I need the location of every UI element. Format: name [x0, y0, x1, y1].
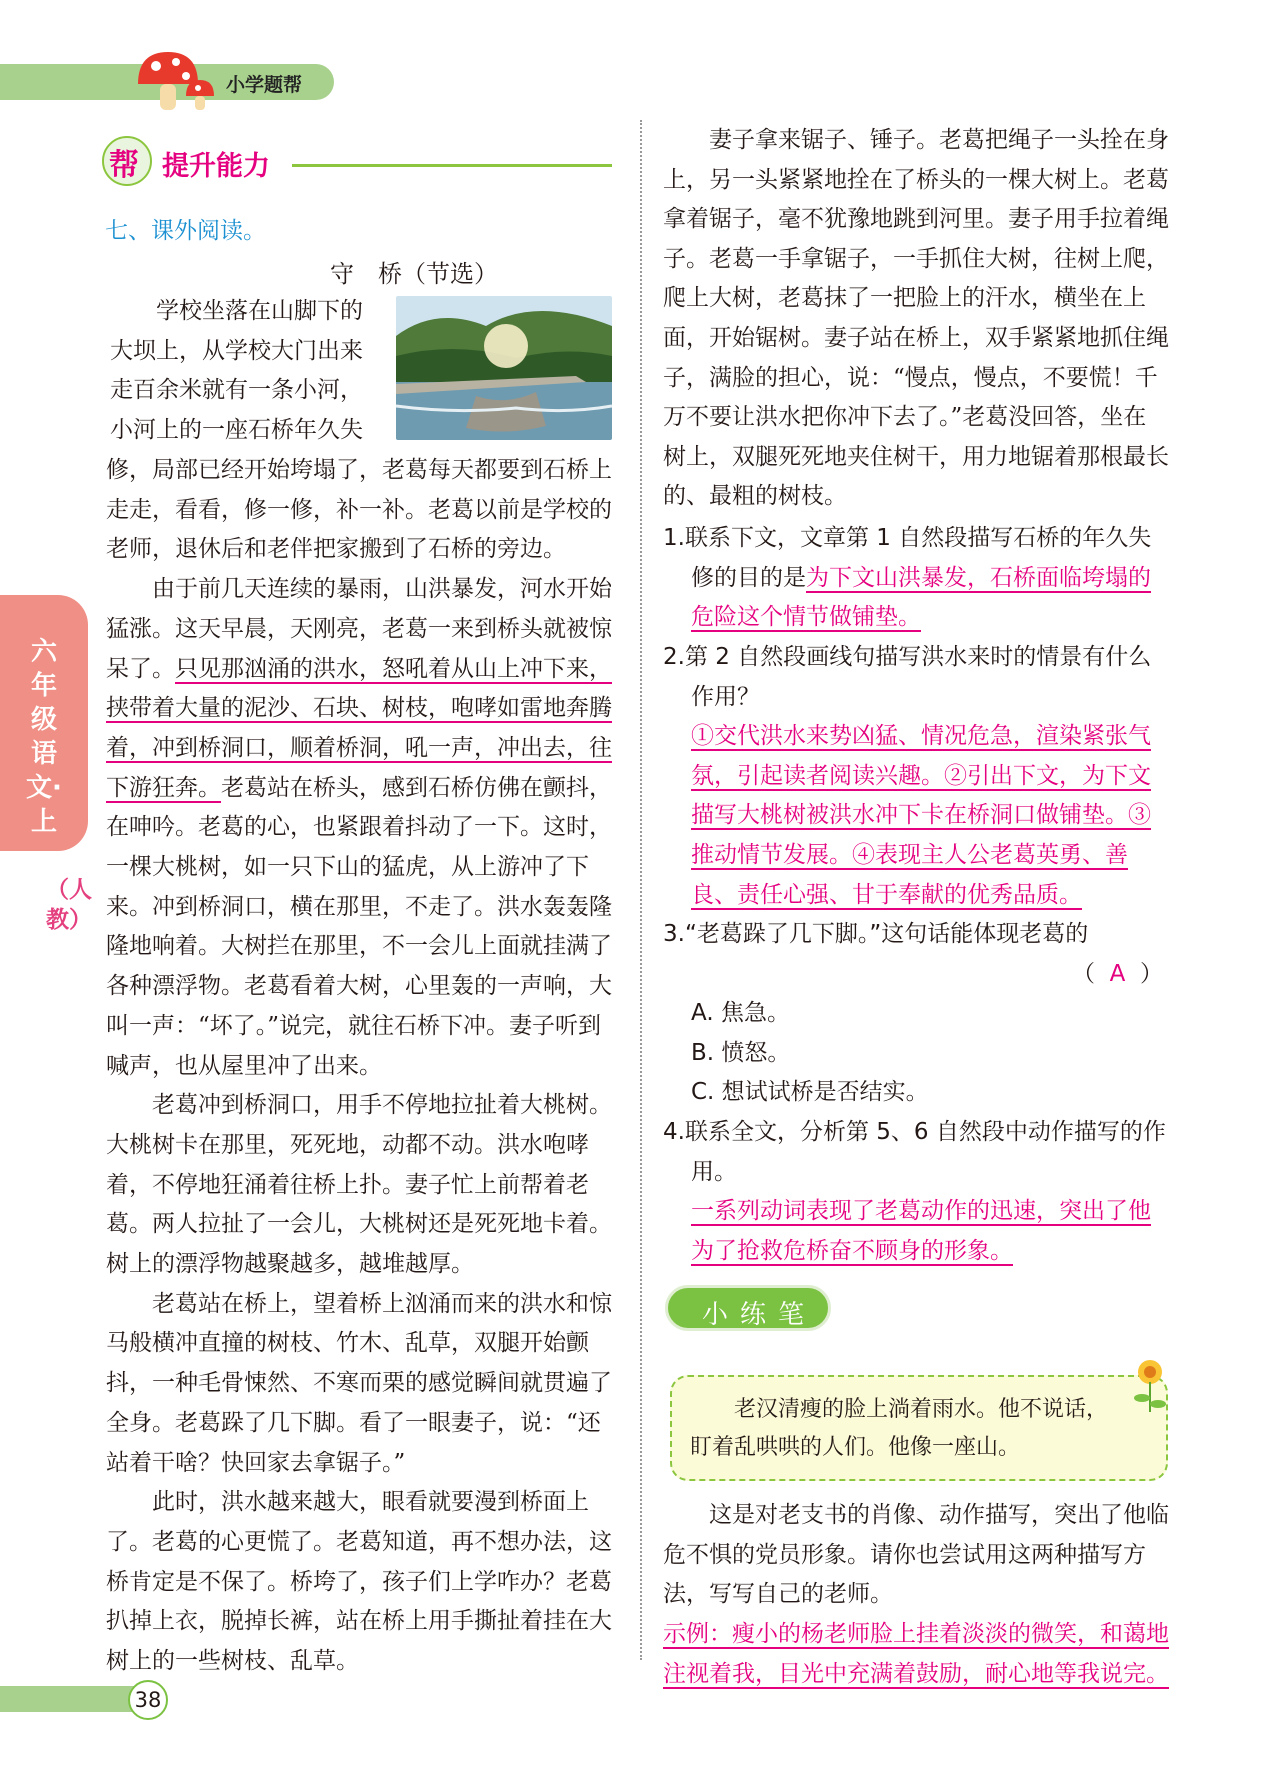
question-4: 4.联系全文，分析第 5、6 自然段中动作描写的作用。 一系列动词表现了老葛动作的迅速，突出了他为了抢救危桥奋不顾身的形象。	[663, 1119, 1166, 1264]
answer-1: 为下文山洪暴发，石桥面临垮塌的危险这个情节做铺垫。	[691, 564, 1151, 631]
story-body-left	[106, 451, 614, 1682]
story-paragraph-1-top: 学校坐落在山脚下的 大坝上，从学校大门出来 走百余米就有一条小河， 小河上的一座石桥年久失	[110, 298, 363, 444]
answer-3: A	[1109, 960, 1126, 987]
bridge-photo	[396, 296, 612, 440]
question-3: 3.“老葛跺了几下脚。”这句话能体现老葛的 （ A ） A. 焦急。 B. 愤怒。 C. 想试试桥是否结实。	[663, 915, 1169, 1113]
story-title: 守 桥（节选）	[330, 260, 498, 288]
task-heading: 七、课外阅读。	[105, 218, 266, 244]
brand-label: 小学题帮	[226, 74, 303, 96]
practice-label-badge: 小练笔	[665, 1285, 831, 1331]
grade-side-tab: 六年级语文·上	[0, 595, 88, 851]
section-divider	[292, 164, 612, 167]
edition-label: （人教）	[46, 877, 92, 933]
option-c: C. 想试试桥是否结实。	[691, 1079, 929, 1106]
page-number: 38	[128, 1680, 168, 1720]
practice-example: 示例：瘦小的杨老师脸上挂着淡淡的微笑，和蔼地注视着我，目光中充满着鼓励，耐心地等我说完。	[663, 1621, 1169, 1687]
option-a: A. 焦急。	[691, 1000, 790, 1027]
option-b: B. 愤怒。	[691, 1039, 791, 1066]
quote-text: 老汉清瘦的脸上淌着雨水。他不说话，盯着乱哄哄的人们。他像一座山。	[690, 1397, 1109, 1460]
section-title: 提升能力	[162, 151, 270, 182]
practice-prompt: 这是对老支书的肖像、动作描写，突出了他临危不惧的党员形象。请你也尝试用这两种描写方法，写写自己的老师。	[663, 1502, 1169, 1608]
answer-4: 一系列动词表现了老葛动作的迅速，突出了他为了抢救危桥奋不顾身的形象。	[691, 1198, 1151, 1264]
answer-2: ①交代洪水来势凶猛、情况危急，渲染紧张气氛，引起读者阅读兴趣。②引出下文，为下文描写大桃树被洪水冲下卡在桥洞口做铺垫。③推动情节发展。④表现主人公老葛英勇、善良、责任心强、甘于奉献的优秀品质。	[691, 723, 1151, 908]
story-paragraph-3: 老葛冲到桥洞口，用手不停地拉扯着大桃树。大桃树卡在那里，死死地，动都不动。洪水咆哮着，不停地狂涌着往桥上扑。妻子忙上前帮着老葛。两人拉扯了一会儿，大桃树还是死死地卡着。树上的漂浮物越聚越多，越堆越厚。	[106, 1092, 612, 1278]
column-divider	[640, 120, 642, 1660]
flower-icon	[1130, 1358, 1170, 1414]
story-paragraph-2: 由于前几天连续的暴雨，山洪暴发，河水开始猛涨。这天早晨，天刚亮，老葛一来到桥头就被惊呆了。只见那汹涌的洪水，怒吼着从山上冲下来，挟带着大量的泥沙、石块、树枝，咆哮如雷地奔腾着，冲到桥洞口，顺着桥洞，吼一声，冲出去，往下游狂奔。老葛站在桥头，感到石桥仿佛在颤抖，在呻吟。老葛的心，也紧跟着抖动了一下。这时，一棵大桃树，如一只下山的猛虎，从上游冲了下来。冲到桥洞口，横在那里，不走了。洪水轰轰隆隆地响着。大树拦在那里，不一会儿上面就挂满了各种漂浮物。老葛看着大树，心里轰的一声响，大叫一声：“坏了。”说完，就往石桥下冲。妻子听到喊声，也从屋里冲了出来。	[106, 576, 612, 1079]
quote-box	[670, 1375, 1168, 1481]
section-badge: 帮	[102, 136, 152, 186]
question-2: 2.第 2 自然段画线句描写洪水来时的情景有什么作用？ ①交代洪水来势凶猛、情况危急，渲染紧张气氛，引起读者阅读兴趣。②引出下文，为下文描写大桃树被洪水冲下卡在桥洞口做铺垫。③推动情节发展。④表现主人公老葛英勇、善良、责任心强、甘于奉献的优秀品质。	[663, 644, 1152, 908]
story-paragraph-1-rest: 修，局部已经开始垮塌了，老葛每天都要到石桥上走走，看看，修一修，补一补。老葛以前是学校的老师，退休后和老伴把家搬到了石桥的旁边。	[106, 457, 612, 563]
section-banner	[102, 136, 612, 188]
story-paragraph-4: 老葛站在桥上，望着桥上汹涌而来的洪水和惊马般横冲直撞的树枝、竹木、乱草，双腿开始颤抖，一种毛骨悚然、不寒而栗的感觉瞬间就贯遍了全身。老葛跺了几下脚。看了一眼妻子，说：“还站着干啥？快回家去拿锯子。”	[106, 1290, 612, 1476]
mushroom-icon	[128, 44, 218, 114]
story-paragraph-6: 妻子拿来锯子、锤子。老葛把绳子一头拴在身上，另一头紧紧地拴在了桥头的一棵大树上。老葛拿着锯子，毫不犹豫地跳到河里。妻子用手拉着绳子。老葛一手拿锯子，一手抓住大树，往树上爬，爬上大树，老葛抹了一把脸上的汗水，横坐在上面，开始锯树。妻子站在桥上，双手紧紧地抓住绳子，满脸的担心，说：“慢点，慢点，不要慌！千万不要让洪水把你冲下去了。”老葛没回答，坐在树上，双腿死死地夹住树干，用力地锯着那根最长的、最粗的树枝。	[663, 127, 1169, 510]
underlined-sentence: 只见那汹涌的洪水，怒吼着从山上冲下来，挟带着大量的泥沙、石块、树枝，咆哮如雷地奔腾着，冲到桥洞口，顺着桥洞，吼一声，冲出去，往下游狂奔。	[106, 655, 612, 801]
story-paragraph-5: 此时，洪水越来越大，眼看就要漫到桥面上了。老葛的心更慌了。老葛知道，再不想办法，这桥肯定是不保了。桥垮了，孩子们上学咋办？老葛扒掉上衣，脱掉长裤，站在桥上用手撕扯着挂在大树上的一些树枝、乱草。	[106, 1489, 612, 1675]
question-1: 1.联系下文，文章第 1 自然段描写石桥的年久失修的目的是为下文山洪暴发，石桥面临垮塌的危险这个情节做铺垫。	[663, 525, 1152, 631]
